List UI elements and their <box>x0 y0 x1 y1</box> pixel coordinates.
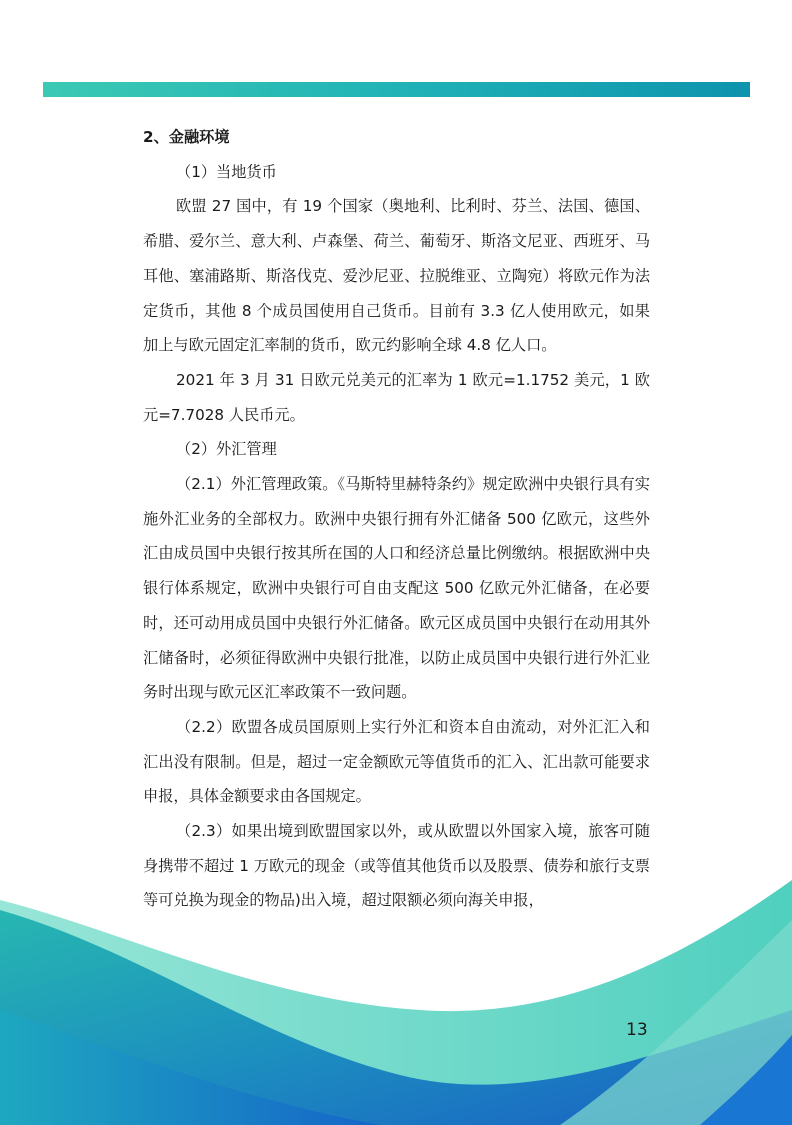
document-body <box>143 120 650 918</box>
header-accent-bar <box>43 82 750 97</box>
paragraph-exchange-rate: 2021 年 3 月 31 日欧元兑美元的汇率为 1 欧元=1.1752 美元，1 欧元=7.7028 人民币元。 <box>143 370 650 424</box>
paragraph-cash-declaration: （2.3）如果出境到欧盟国家以外，或从欧盟以外国家入境，旅客可随身携带不超过 1 万欧元的现金（或等值其他货币以及股票、债券和旅行支票等可兑换为现金的物品)出入境，超过限额必须向海关申报， <box>143 822 650 910</box>
paragraph-capital-flow: （2.2）欧盟各成员国原则上实行外汇和资本自由流动，对外汇汇入和汇出没有限制。但是，超过一定金额欧元等值货币的汇入、汇出款可能要求申报，具体金额要求由各国规定。 <box>143 717 650 806</box>
section-title: 2、金融环境 <box>143 128 230 146</box>
decorative-wave-footer <box>0 860 792 1125</box>
page-number: 13 <box>626 1020 648 1040</box>
subsection-title-currency: （1）当地货币 <box>176 162 277 181</box>
paragraph-forex-policy: （2.1）外汇管理政策。《马斯特里赫特条约》规定欧洲中央银行具有实施外汇业务的全部权力。欧洲中央银行拥有外汇储备 500 亿欧元，这些外汇由成员国中央银行按其所在国的人口和经济总量比例缴纳。根据欧洲中央银行体系规定，欧洲中央银行可自由支配这 500 亿欧元外汇储备，在必要时，还可动用成员国中央银行外汇储备。欧元区成员国中央银行在动用其外汇储备时，必须征得欧洲中央银行批准，以防止成员国中央银行进行外汇业务时出现与欧元区汇率政策不一致问题。 <box>143 475 650 702</box>
subsection-title-forex: （2）外汇管理 <box>176 440 277 459</box>
paragraph-currency: 欧盟 27 国中，有 19 个国家（奥地利、比利时、芬兰、法国、德国、希腊、爱尔兰、意大利、卢森堡、荷兰、葡萄牙、斯洛文尼亚、西班牙、马耳他、塞浦路斯、斯洛伐克、爱沙尼亚、拉脱维亚、立陶宛）将欧元作为法定货币，其他 8 个成员国使用自己货币。目前有 3.3 亿人使用欧元，如果加上与欧元固定汇率制的货币，欧元约影响全球 4.8 亿人口。 <box>143 197 650 355</box>
